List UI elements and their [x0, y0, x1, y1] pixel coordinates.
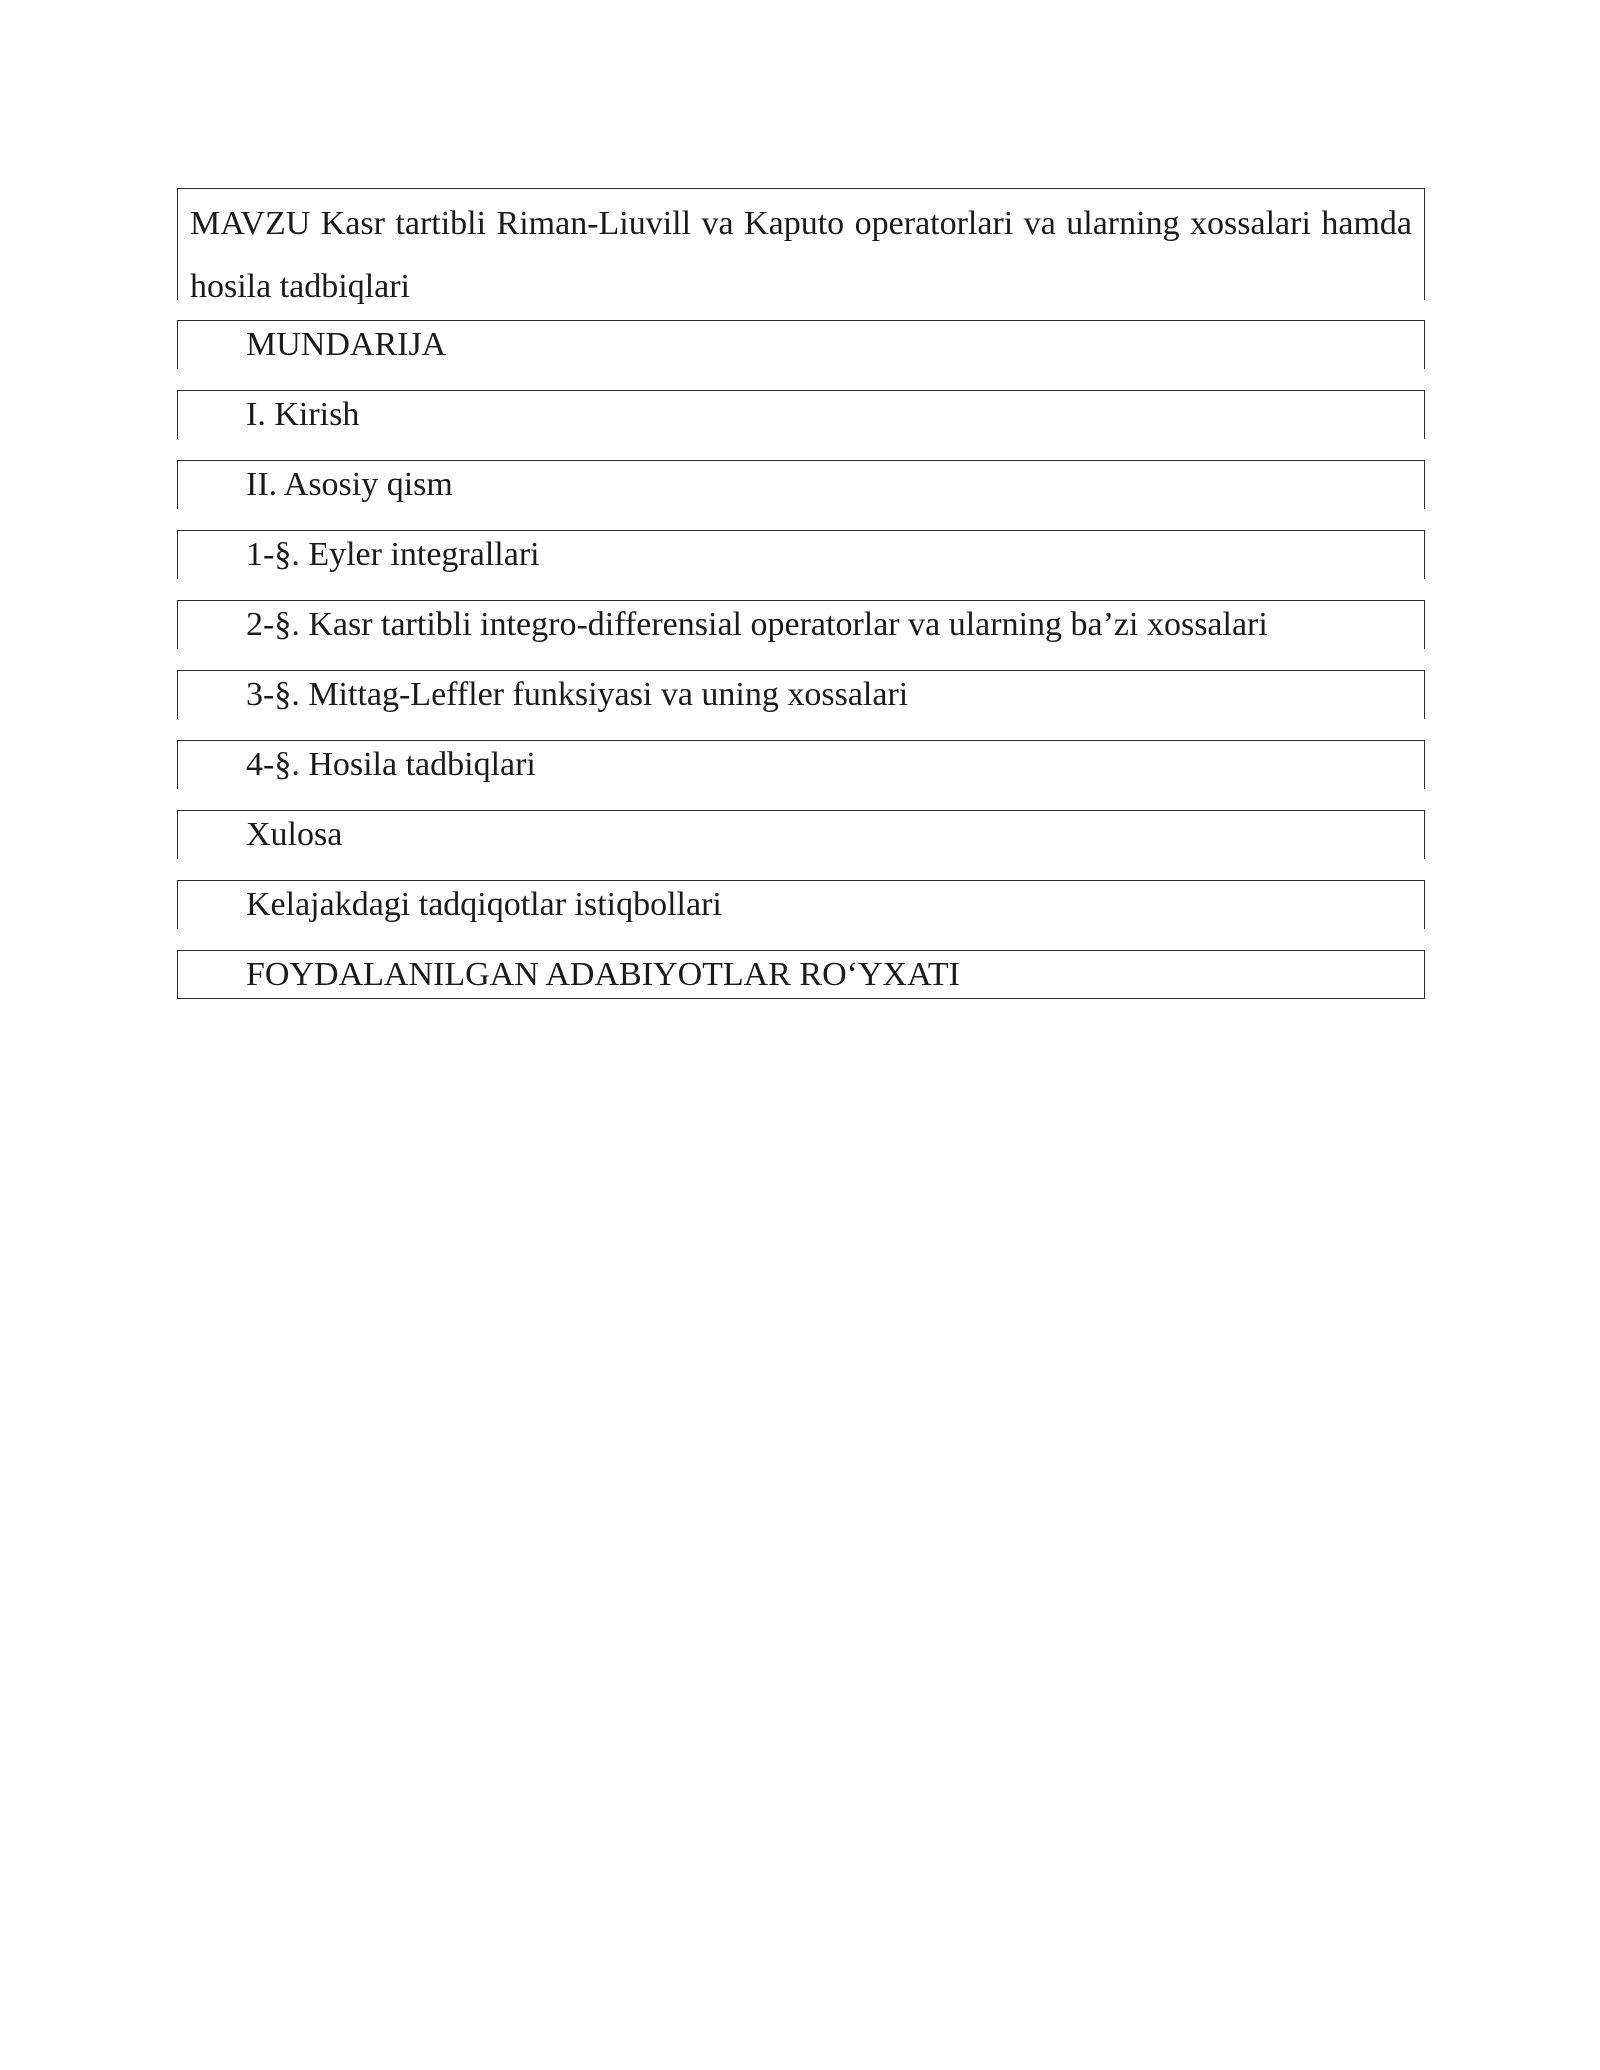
- toc-heading: MUNDARIJA: [177, 320, 1425, 369]
- toc-item-xulosa: Xulosa: [177, 810, 1425, 859]
- topic-title: MAVZU Kasr tartibli Riman-Liuvill va Kaputo operatorlari va ularning xossalari hamda hosila tadbiqlari: [177, 188, 1425, 300]
- toc-item-istiqbollar: Kelajakdagi tadqiqotlar istiqbollari: [177, 880, 1425, 929]
- toc-item-asosiy-qism: II. Asosiy qism: [177, 460, 1425, 509]
- toc-item-section-3: 3-§. Mittag-Leffler funksiyasi va uning xossalari: [177, 670, 1425, 719]
- toc-item-section-4: 4-§. Hosila tadbiqlari: [177, 740, 1425, 789]
- toc-item-section-2: 2-§. Kasr tartibli integro-differensial operatorlar va ularning ba’zi xossalari: [177, 600, 1425, 649]
- toc-item-section-1: 1-§. Eyler integrallari: [177, 530, 1425, 579]
- toc-item-kirish: I. Kirish: [177, 390, 1425, 439]
- toc-item-adabiyotlar: FOYDALANILGAN ADABIYOTLAR RO‘YXATI: [177, 950, 1425, 999]
